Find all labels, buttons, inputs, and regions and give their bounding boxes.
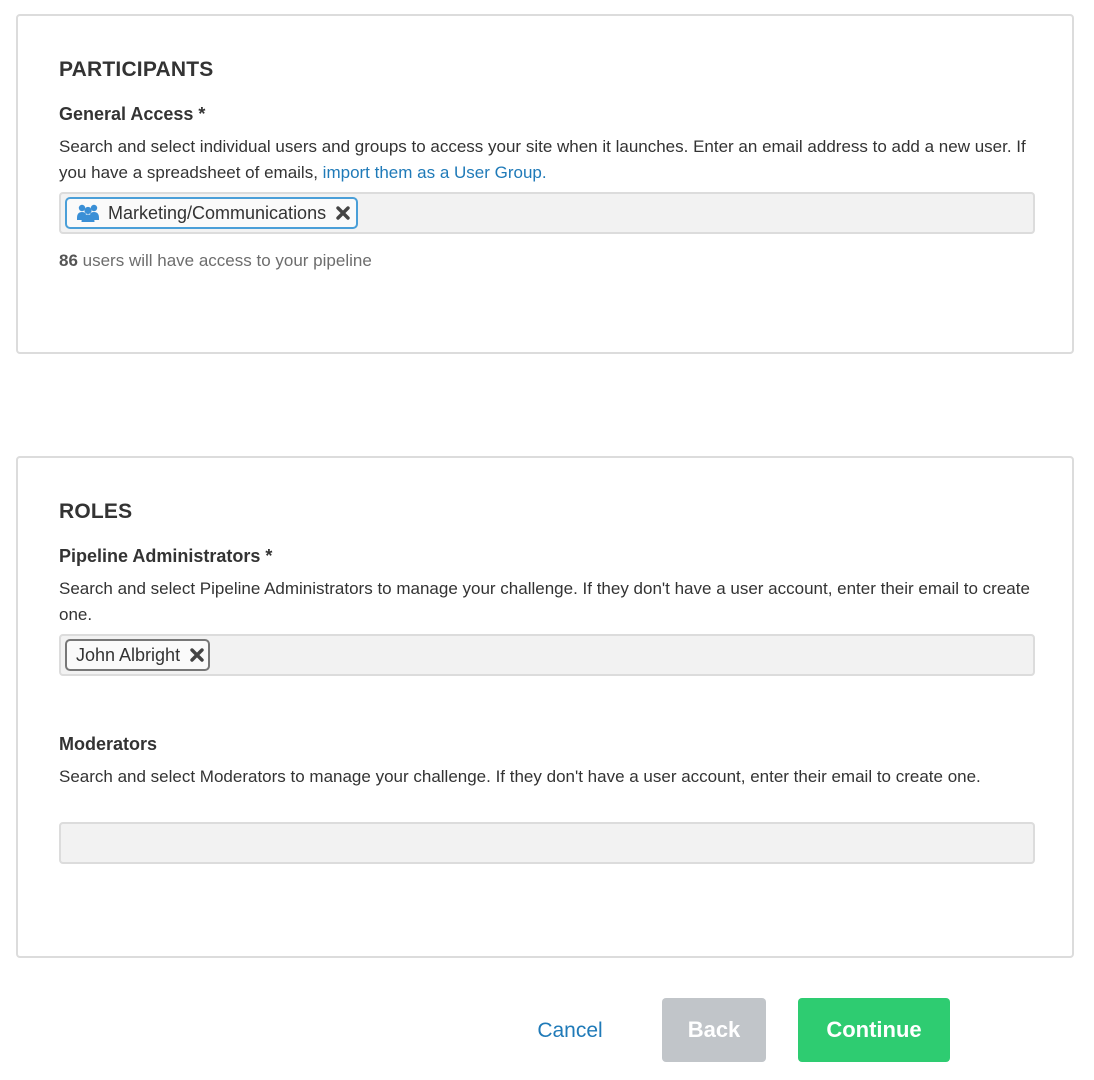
moderators-label: Moderators <box>59 734 158 754</box>
roles-section-title: ROLES <box>59 500 133 523</box>
general-access-help <box>59 134 1039 186</box>
participants-section-title: PARTICIPANTS <box>59 58 214 81</box>
access-count-number: 86 <box>59 251 78 270</box>
users-group-icon <box>77 203 99 223</box>
access-count <box>59 251 372 271</box>
pipeline-admins-input[interactable] <box>59 634 1035 676</box>
remove-token-icon[interactable] <box>336 206 350 220</box>
continue-button[interactable]: Continue <box>798 998 950 1062</box>
general-access-help-text: Search and select individual users and groups to access your site when it launches. Enter an email address to add a new user. If you have a spreadsheet of emails, <box>59 137 1026 182</box>
token-label: Marketing/Communications <box>108 202 327 223</box>
remove-token-icon[interactable] <box>190 648 204 662</box>
pipeline-admins-label: Pipeline Administrators * <box>59 546 273 566</box>
moderators-input[interactable] <box>59 822 1035 864</box>
token-marketing-communications <box>65 197 358 229</box>
access-count-text: users will have access to your pipeline <box>77 251 372 270</box>
cancel-button[interactable]: Cancel <box>520 1010 620 1050</box>
moderators-help: Search and select Moderators to manage your challenge. If they don't have a user account, enter their email to create one. <box>59 767 981 786</box>
back-button[interactable]: Back <box>662 998 766 1062</box>
general-access-input[interactable] <box>59 192 1035 234</box>
import-user-group-link[interactable]: import them as a User Group. <box>322 163 547 182</box>
roles-panel <box>16 456 1074 958</box>
general-access-label: General Access * <box>59 104 206 124</box>
pipeline-admins-help: Search and select Pipeline Administrators to manage your challenge. If they don't have a user account, enter their email to create one. <box>59 579 1030 624</box>
participants-panel <box>16 14 1074 354</box>
token-label: John Albright <box>76 644 181 665</box>
token-john-albright <box>65 639 210 671</box>
